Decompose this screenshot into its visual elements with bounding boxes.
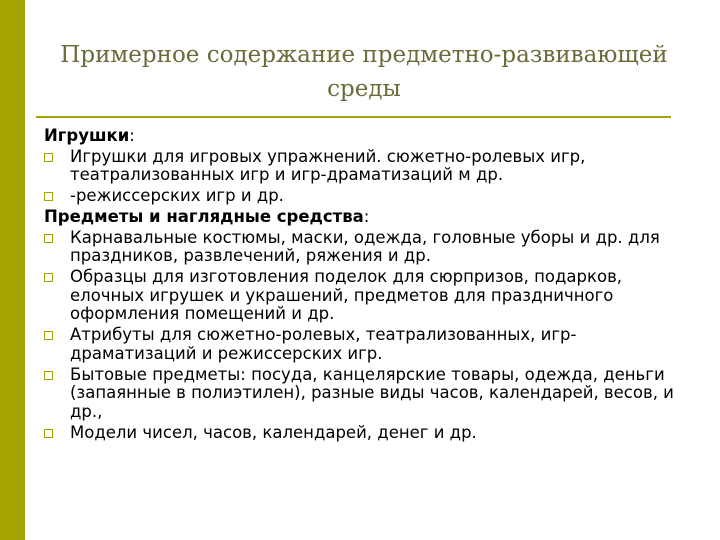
objects-list — [44, 229, 694, 443]
list-item: Бытовые предметы: посуда, канцелярские товары, одежда, деньги (запаянные в полиэтилен), разные виды часов, календарей, весов, и др., — [44, 366, 694, 422]
square-bullet-icon — [44, 371, 53, 380]
square-bullet-icon — [44, 273, 53, 282]
toys-list — [44, 148, 694, 206]
list-item: Атрибуты для сюжетно-ролевых, театрализованных, игр-драматизаций и режиссерских игр. — [44, 326, 694, 363]
slide-content — [44, 127, 694, 445]
section-heading-toys: Игрушки: — [44, 126, 135, 145]
list-item: Карнавальные костюмы, маски, одежда, головные уборы и др. для праздников, развлечений, ряжения и др. — [44, 229, 694, 266]
square-bullet-icon — [44, 192, 53, 201]
decorative-side-bar — [0, 0, 25, 540]
section-heading-objects: Предметы и наглядные средства: — [44, 207, 370, 226]
square-bullet-icon — [44, 153, 53, 162]
title-divider — [36, 116, 671, 118]
list-item: -режиссерских игр и др. — [44, 187, 694, 206]
list-item: Игрушки для игровых упражнений. сюжетно-ролевых игр, театрализованных игр и игр-драматизаций м др. — [44, 148, 694, 185]
square-bullet-icon — [44, 331, 53, 340]
page-title: Примерное содержание предметно-развивающей среды — [60, 42, 668, 102]
square-bullet-icon — [44, 234, 53, 243]
list-item: Модели чисел, часов, календарей, денег и др. — [44, 424, 694, 443]
square-bullet-icon — [44, 429, 53, 438]
list-item: Образцы для изготовления поделок для сюрпризов, подарков, елочных игрушек и украшений, предметов для праздничного оформления помещений и др. — [44, 268, 694, 324]
